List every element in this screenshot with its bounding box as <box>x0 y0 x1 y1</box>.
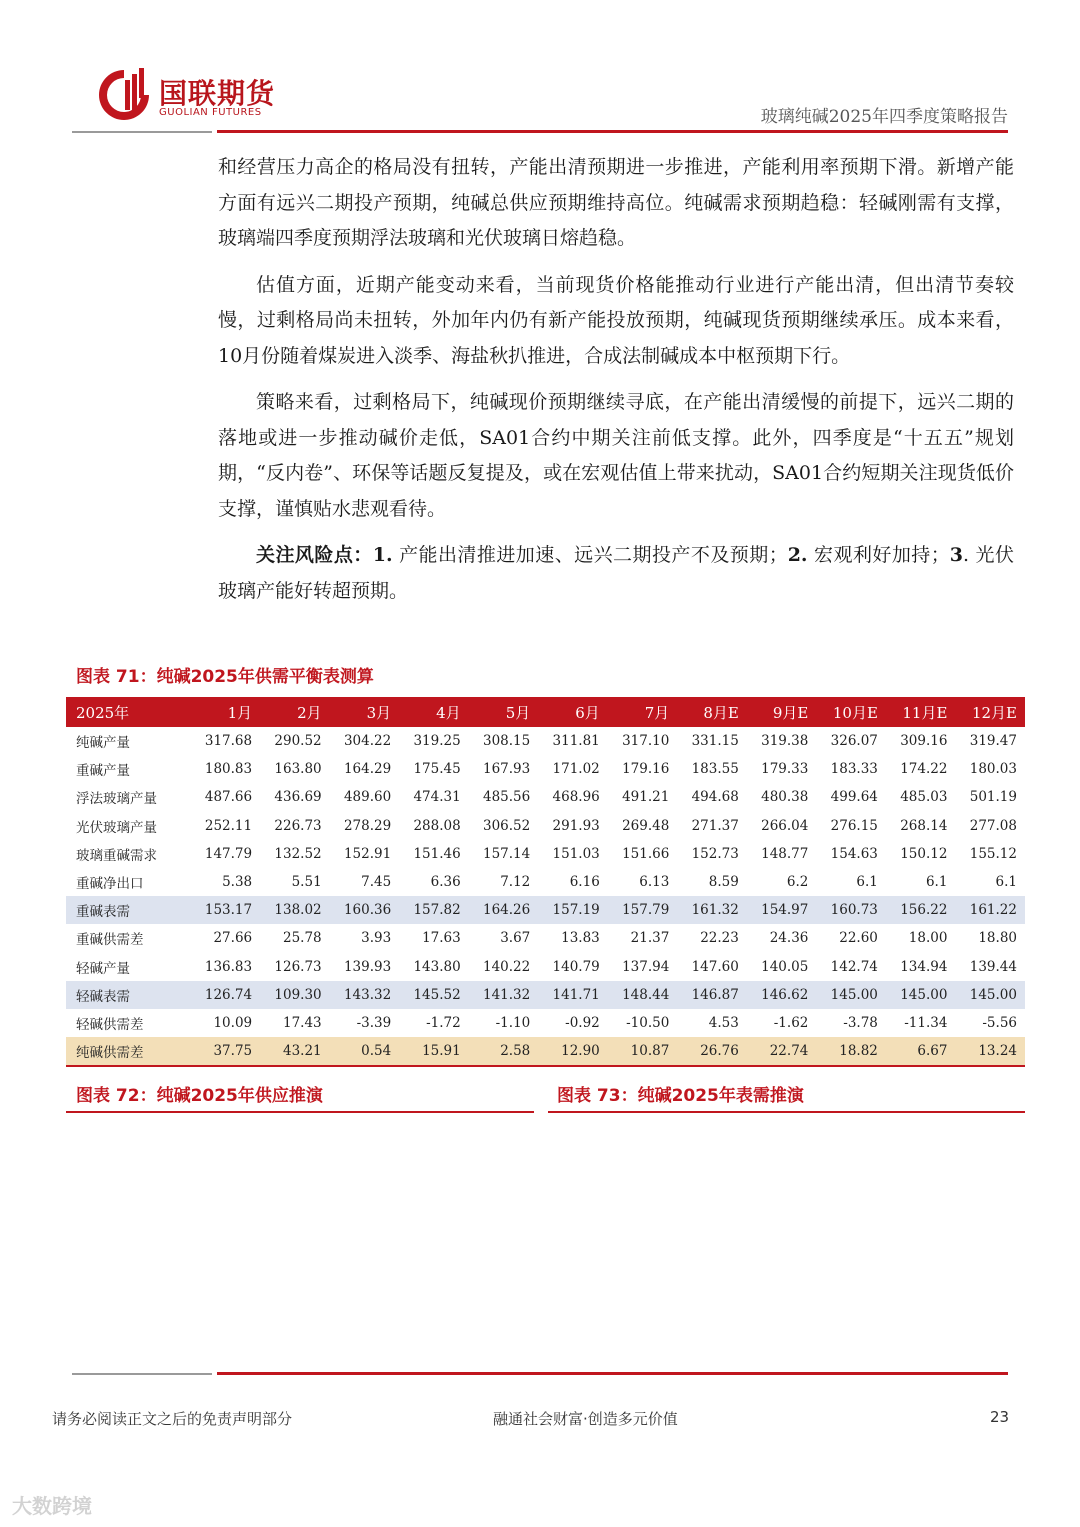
table-cell: -0.92 <box>565 1014 600 1031</box>
table-cell: 157.82 <box>399 896 469 924</box>
table-cell: 290.52 <box>274 733 322 750</box>
risk-paragraph <box>218 538 1014 609</box>
table-cell: 18.80 <box>978 930 1017 947</box>
table-cell: 157.19 <box>538 896 608 924</box>
table-cell: 148.44 <box>608 981 678 1009</box>
table-cell: 140.79 <box>552 958 600 975</box>
table-row <box>66 840 1025 868</box>
table-row <box>66 868 1025 896</box>
table-cell: 151.66 <box>622 845 670 862</box>
table-cell: 269.48 <box>622 817 670 834</box>
table-cell: 4.53 <box>708 1014 739 1031</box>
table-cell: 136.83 <box>204 958 253 975</box>
watermark: 大数跨境 <box>12 1494 92 1518</box>
figure-72-rule <box>66 1111 534 1113</box>
table-row <box>66 727 1025 755</box>
table-cell: 291.93 <box>552 817 600 834</box>
table-cell: 183.33 <box>830 761 878 778</box>
table-header-month: 9月E <box>747 697 817 727</box>
row-label: 轻碱供需差 <box>76 1016 144 1033</box>
table-cell: 151.46 <box>413 845 461 862</box>
table-cell: 139.93 <box>343 958 392 975</box>
table-cell: -10.50 <box>626 1014 670 1031</box>
table-cell: 154.63 <box>830 845 878 862</box>
table-cell: 18.00 <box>908 930 948 947</box>
table-cell: 5.38 <box>222 874 253 891</box>
table-cell: 18.82 <box>816 1037 886 1066</box>
table-cell: 319.25 <box>413 733 461 750</box>
table-cell: 145.00 <box>886 981 956 1009</box>
risk-1-text: 产能出清推进加速、远兴二期投产不及预期； <box>392 544 788 566</box>
table-row <box>66 896 1025 924</box>
table-header-month: 11月E <box>886 697 956 727</box>
table-cell: 474.31 <box>413 789 461 806</box>
table-cell: -11.34 <box>904 1014 948 1031</box>
table-cell: 161.22 <box>955 896 1025 924</box>
table-cell: 148.77 <box>761 845 809 862</box>
logo-mark-icon <box>95 66 153 124</box>
figure-71-title: 图表 71：纯碱2025年供需平衡表测算 <box>76 667 374 687</box>
table-cell: 304.22 <box>343 733 392 750</box>
table-cell: 331.15 <box>691 733 739 750</box>
table-header-month: 10月E <box>816 697 886 727</box>
table-cell: 6.1 <box>925 874 948 891</box>
table-cell: 17.63 <box>422 930 461 947</box>
table-cell: 13.24 <box>955 1037 1025 1066</box>
risk-3-text: . 光伏玻璃产能好转超预期。 <box>218 544 1014 602</box>
table-cell: 271.37 <box>691 817 739 834</box>
table-cell: 160.36 <box>330 896 400 924</box>
table-header-month: 1月 <box>191 697 261 727</box>
table-cell: 160.73 <box>816 896 886 924</box>
table-cell: 152.73 <box>691 845 739 862</box>
table-cell: 157.14 <box>483 845 531 862</box>
table-cell: 3.93 <box>361 930 392 947</box>
table-cell: 288.08 <box>413 817 461 834</box>
table-header-month: 3月 <box>330 697 400 727</box>
row-label: 重碱表需 <box>66 896 191 924</box>
table-cell: -1.10 <box>495 1014 531 1031</box>
row-label: 重碱产量 <box>76 763 130 780</box>
table-row <box>66 981 1025 1009</box>
table-cell: 276.15 <box>830 817 878 834</box>
row-label: 浮法玻璃产量 <box>76 791 157 808</box>
table-cell: 155.12 <box>969 845 1017 862</box>
table-cell: 308.15 <box>483 733 531 750</box>
row-label: 光伏玻璃产量 <box>76 819 157 836</box>
table-cell: 5.51 <box>291 874 322 891</box>
table-cell: 10.87 <box>608 1037 678 1066</box>
table-cell: 132.52 <box>274 845 322 862</box>
table-cell: 126.73 <box>274 958 322 975</box>
table-cell: 145.00 <box>955 981 1025 1009</box>
table-cell: 150.12 <box>900 845 948 862</box>
table-row <box>66 755 1025 783</box>
table-cell: 179.16 <box>622 761 670 778</box>
table-cell: 326.07 <box>830 733 878 750</box>
table-cell: 7.45 <box>361 874 392 891</box>
table-cell: 319.47 <box>969 733 1017 750</box>
table-cell: 24.36 <box>769 930 809 947</box>
table-cell: 7.12 <box>500 874 531 891</box>
table-row <box>66 783 1025 811</box>
table-cell: 146.62 <box>747 981 817 1009</box>
table-cell: 146.87 <box>677 981 747 1009</box>
table-cell: 487.66 <box>204 789 253 806</box>
table-cell: -5.56 <box>982 1014 1017 1031</box>
table-cell: 141.71 <box>538 981 608 1009</box>
figure-72-title: 图表 72：纯碱2025年供应推演 <box>76 1086 323 1106</box>
table-cell: 278.29 <box>343 817 392 834</box>
table-cell: 6.16 <box>569 874 600 891</box>
table-cell: 134.94 <box>900 958 948 975</box>
table-cell: 277.08 <box>969 817 1017 834</box>
table-cell: 6.1 <box>856 874 878 891</box>
page-number: 23 <box>990 1408 1010 1426</box>
table-row <box>66 1009 1025 1037</box>
table-cell: 147.79 <box>204 845 253 862</box>
risk-2-num: 2. <box>787 544 808 566</box>
table-cell: 3.67 <box>500 930 531 947</box>
paragraph-3: 策略来看，过剩格局下，纯碱现价预期继续寻底，在产能出清缓慢的前提下，远兴二期的落地或进一步推动碱价走低，SA01合约中期关注前低支撑。此外，四季度是“十五五”规划期，“反内卷”、环保等话题反复提及，或在宏观估值上带来扰动，SA01合约短期关注现货低价支撑，谨慎贴水悲观看待。 <box>218 391 1014 520</box>
table-cell: 138.02 <box>260 896 330 924</box>
table-cell: 12.90 <box>538 1037 608 1066</box>
table-cell: 161.32 <box>677 896 747 924</box>
table-cell: 147.60 <box>691 958 739 975</box>
table-cell: 317.10 <box>622 733 670 750</box>
table-cell: 25.78 <box>283 930 322 947</box>
table-cell: 309.16 <box>900 733 948 750</box>
header-divider <box>72 130 1008 134</box>
table-cell: 180.03 <box>969 761 1017 778</box>
table-cell: 27.66 <box>213 930 253 947</box>
table-cell: 485.56 <box>483 789 531 806</box>
row-label: 玻璃重碱需求 <box>76 847 157 864</box>
table-cell: 494.68 <box>691 789 739 806</box>
paragraph-1: 和经营压力高企的格局没有扭转，产能出清预期进一步推进，产能利用率预期下滑。新增产能方面有远兴二期投产预期，纯碱总供应预期维持高位。纯碱需求预期趋稳：轻碱刚需有支撑，玻璃端四季度预期浮法玻璃和光伏玻璃日熔趋稳。 <box>218 156 1014 249</box>
table-cell: 485.03 <box>900 789 948 806</box>
table-row <box>66 1037 1025 1066</box>
risk-2-text: 宏观利好加持； <box>807 544 950 566</box>
table-cell: 501.19 <box>969 789 1017 806</box>
company-logo <box>95 66 285 126</box>
row-label: 轻碱产量 <box>76 960 130 977</box>
table-cell: -3.78 <box>843 1014 878 1031</box>
footer-divider <box>72 1372 1008 1376</box>
table-cell: 306.52 <box>483 817 531 834</box>
table-header-month: 4月 <box>399 697 469 727</box>
risk-1-num: 1. <box>372 544 393 566</box>
body-text <box>218 150 1014 620</box>
table-cell: 8.59 <box>708 874 739 891</box>
table-cell: 152.91 <box>343 845 392 862</box>
table-cell: 141.32 <box>469 981 539 1009</box>
row-label: 纯碱供需差 <box>66 1037 191 1066</box>
table-header-month: 7月 <box>608 697 678 727</box>
table-header-month: 5月 <box>469 697 539 727</box>
table-cell: 2.58 <box>469 1037 539 1066</box>
figure-73-title: 图表 73：纯碱2025年表需推演 <box>557 1086 804 1106</box>
table-cell: 22.60 <box>839 930 878 947</box>
table-cell: 167.93 <box>483 761 531 778</box>
risk-3-num: 3 <box>949 544 963 566</box>
table-cell: 140.22 <box>483 958 531 975</box>
table-cell: 175.45 <box>413 761 461 778</box>
table-cell: 13.83 <box>561 930 600 947</box>
footer-slogan: 融通社会财富·创造多元价值 <box>493 1410 678 1428</box>
table-cell: 21.37 <box>630 930 670 947</box>
table-cell: 171.02 <box>552 761 600 778</box>
table-header-month: 2月 <box>260 697 330 727</box>
table-cell: 145.52 <box>399 981 469 1009</box>
table-cell: 145.00 <box>816 981 886 1009</box>
footer-disclaimer: 请务必阅读正文之后的免责声明部分 <box>52 1410 293 1428</box>
table-cell: 154.97 <box>747 896 817 924</box>
table-cell: 156.22 <box>886 896 956 924</box>
table-cell: 153.17 <box>191 896 261 924</box>
table-row <box>66 924 1025 952</box>
table-cell: 436.69 <box>274 789 322 806</box>
table-cell: 142.74 <box>830 958 878 975</box>
table-row <box>66 953 1025 981</box>
table-cell: 179.33 <box>761 761 809 778</box>
table-cell: 10.09 <box>213 1014 253 1031</box>
supply-demand-table <box>66 697 1025 1067</box>
table-cell: 43.21 <box>260 1037 330 1066</box>
table-cell: 164.29 <box>343 761 392 778</box>
paragraph-2: 估值方面，近期产能变动来看，当前现货价格能推动行业进行产能出清，但出清节奏较慢，过剩格局尚未扭转，外加年内仍有新产能投放预期，纯碱现货预期继续承压。成本来看，10月份随着煤炭进入淡季、海盐秋扒推进，合成法制碱成本中枢预期下行。 <box>218 273 1014 367</box>
table-header-year: 2025年 <box>66 697 191 727</box>
figure-73-rule <box>548 1111 1025 1113</box>
table-cell: 489.60 <box>343 789 392 806</box>
table-cell: 137.94 <box>622 958 670 975</box>
row-label: 重碱供需差 <box>76 932 144 949</box>
table-cell: 37.75 <box>191 1037 261 1066</box>
table-cell: 140.05 <box>761 958 809 975</box>
table-cell: 26.76 <box>677 1037 747 1066</box>
table-cell: 15.91 <box>399 1037 469 1066</box>
table-cell: 499.64 <box>830 789 878 806</box>
table-cell: 468.96 <box>552 789 600 806</box>
table-cell: 480.38 <box>761 789 809 806</box>
table-cell: 164.26 <box>469 896 539 924</box>
logo-text-cn: 国联期货 <box>159 77 276 110</box>
table-header-month: 12月E <box>955 697 1025 727</box>
table-cell: -1.72 <box>426 1014 461 1031</box>
row-label: 纯碱产量 <box>76 735 130 752</box>
table-cell: 6.36 <box>430 874 461 891</box>
risk-label: 关注风险点： <box>256 544 373 566</box>
logo-text-en: GUOLIAN FUTURES <box>159 107 262 118</box>
table-cell: 183.55 <box>691 761 739 778</box>
table-cell: 268.14 <box>900 817 948 834</box>
table-cell: 0.54 <box>330 1037 400 1066</box>
row-label: 重碱净出口 <box>76 876 144 893</box>
table-cell: 226.73 <box>274 817 322 834</box>
table-cell: 252.11 <box>204 817 253 834</box>
table-cell: 139.44 <box>969 958 1017 975</box>
table-cell: 266.04 <box>761 817 809 834</box>
table-cell: 6.2 <box>786 874 809 891</box>
table-cell: 6.13 <box>639 874 670 891</box>
table-cell: 317.68 <box>204 733 253 750</box>
report-title: 玻璃纯碱2025年四季度策略报告 <box>760 107 1008 127</box>
table-body <box>66 727 1025 1066</box>
table-cell: 6.67 <box>886 1037 956 1066</box>
table-header-month: 6月 <box>538 697 608 727</box>
table-cell: 311.81 <box>552 733 600 750</box>
table-row <box>66 812 1025 840</box>
table-cell: 143.80 <box>413 958 461 975</box>
row-label: 轻碱表需 <box>66 981 191 1009</box>
table-cell: 174.22 <box>900 761 948 778</box>
table-cell: 126.74 <box>191 981 261 1009</box>
table-cell: -3.39 <box>356 1014 392 1031</box>
table-cell: 17.43 <box>283 1014 322 1031</box>
table-cell: 109.30 <box>260 981 330 1009</box>
table-header-row <box>66 697 1025 727</box>
table-cell: 6.1 <box>995 874 1017 891</box>
table-cell: 22.23 <box>700 930 739 947</box>
table-cell: 157.79 <box>608 896 678 924</box>
table-cell: 151.03 <box>552 845 600 862</box>
table-cell: 22.74 <box>747 1037 817 1066</box>
table-header-month: 8月E <box>677 697 747 727</box>
table-cell: 319.38 <box>761 733 809 750</box>
table-cell: 143.32 <box>330 981 400 1009</box>
table-cell: 491.21 <box>622 789 670 806</box>
table-cell: -1.62 <box>773 1014 809 1031</box>
table-cell: 180.83 <box>204 761 253 778</box>
table-cell: 163.80 <box>274 761 322 778</box>
